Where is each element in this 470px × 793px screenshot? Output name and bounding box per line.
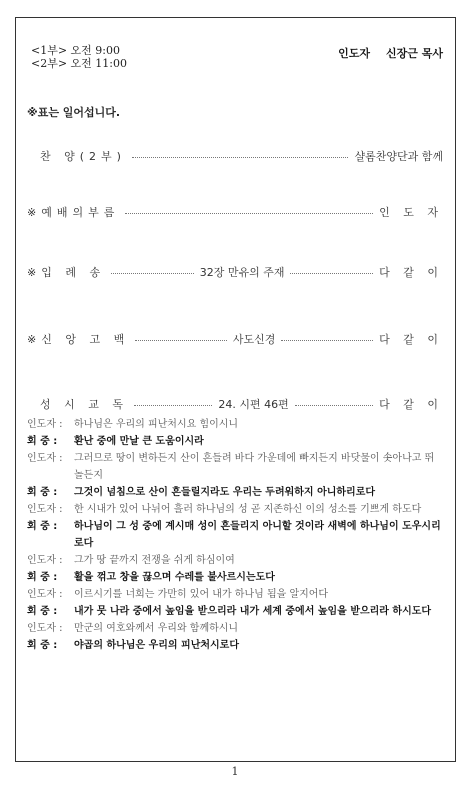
leader-dots [134, 405, 212, 406]
service-times [31, 44, 127, 70]
reading-line-congregation [27, 569, 443, 586]
order-item-performer: 다 같 이 [379, 333, 444, 346]
leader-dots [295, 405, 373, 406]
speaker-label: 인도자 : [27, 555, 63, 566]
reading-line-leader [27, 552, 443, 569]
order-item-content: 사도신경 [232, 333, 276, 346]
reading-line-congregation [27, 484, 443, 501]
reading-text: 환난 중에 만날 큰 도움이시라 [74, 436, 204, 447]
order-item-label: 성 시 교 독 [40, 398, 128, 411]
order-item-label: ※입 례 송 [27, 266, 106, 279]
order-item-responsive-reading [27, 396, 443, 412]
reading-text: 내가 뭇 나라 중에서 높임을 받으리라 내가 세계 중에서 높임을 받으리라 하시도다 [74, 606, 432, 617]
service-time-second: <2부> 오전 11:00 [31, 57, 128, 70]
reading-text: 그가 땅 끝까지 전쟁을 쉬게 하심이여 [74, 555, 235, 566]
speaker-label: 회 중 : [27, 572, 58, 583]
leader-dots [281, 340, 373, 341]
speaker-label: 회 중 : [27, 487, 58, 498]
speaker-label: 인도자 : [27, 589, 63, 600]
reading-text: 이르시기를 너희는 가만히 있어 내가 하나님 됨을 알지어다 [74, 589, 329, 600]
reading-line-leader [27, 501, 443, 518]
order-item-performer: 인 도 자 [379, 206, 443, 219]
reading-line-leader [27, 620, 443, 637]
speaker-label: 인도자 : [27, 453, 63, 464]
leader-dots [125, 213, 373, 214]
leader-name: 신장근 목사 [386, 47, 443, 60]
order-item-praise [27, 148, 443, 164]
order-item-performer: 샬롬찬양단과 함께 [354, 150, 443, 163]
order-item-label: ※신 앙 고 백 [27, 333, 130, 346]
reading-line-congregation [27, 637, 443, 654]
order-item-processional-hymn [27, 264, 443, 280]
speaker-label: 인도자 : [27, 623, 63, 634]
leader-role: 인도자 [338, 47, 371, 60]
reading-text: 하나님은 우리의 피난처시요 힘이시니 [74, 419, 239, 430]
leader-dots [111, 273, 194, 274]
leader-dots [132, 157, 349, 158]
reading-text: 한 시내가 있어 나뉘어 흘러 하나님의 성 곧 지존하신 이의 성소를 기쁘게 하도다 [74, 504, 422, 515]
order-item-performer: 다 같 이 [379, 266, 443, 279]
leader-dots [290, 273, 373, 274]
standing-notice: ※표는 일어섭니다. [27, 106, 121, 119]
order-item-content: 32장 만유의 주재 [199, 266, 285, 279]
order-item-call-to-worship [27, 204, 443, 220]
reading-text: 만군의 여호와께서 우리와 함께하시니 [74, 623, 239, 634]
order-item-content: 24. 시편 46편 [218, 398, 289, 411]
speaker-label: 인도자 : [27, 504, 63, 515]
speaker-label: 회 중 : [27, 521, 58, 532]
reading-text: 하나님이 그 성 중에 계시매 성이 흔들리지 아니할 것이라 새벽에 하나님이 도우시리로다 [74, 521, 441, 549]
service-time-first: <1부> 오전 9:00 [31, 44, 121, 57]
responsive-reading [27, 416, 443, 654]
page-number: 1 [231, 765, 239, 778]
speaker-label: 회 중 : [27, 640, 58, 651]
reading-line-leader [27, 450, 443, 484]
speaker-label: 회 중 : [27, 606, 58, 617]
reading-text: 야곱의 하나님은 우리의 피난처시로다 [74, 640, 240, 651]
reading-line-leader [27, 416, 443, 433]
order-item-label: ※예배의부름 [27, 206, 120, 219]
order-item-confession [27, 331, 443, 347]
reading-line-congregation [27, 603, 443, 620]
reading-line-leader [27, 586, 443, 603]
order-item-performer: 다 같 이 [379, 398, 443, 411]
reading-text: 그러므로 땅이 변하든지 산이 흔들려 바다 가운데에 빠지든지 바닷물이 솟아나고 뛰놀든지 [74, 453, 435, 481]
bulletin-page [15, 17, 456, 762]
reading-line-congregation [27, 433, 443, 450]
speaker-label: 회 중 : [27, 436, 58, 447]
reading-text: 그것이 넘침으로 산이 흔들릴지라도 우리는 두려워하지 아니하리로다 [74, 487, 376, 498]
order-item-label: 찬 양(2부) [40, 150, 126, 163]
speaker-label: 인도자 : [27, 419, 63, 430]
reading-text: 활을 꺾고 창을 끊으며 수레를 불사르시는도다 [74, 572, 275, 583]
reading-line-congregation [27, 518, 443, 552]
service-leader [338, 45, 443, 61]
leader-dots [135, 340, 227, 341]
